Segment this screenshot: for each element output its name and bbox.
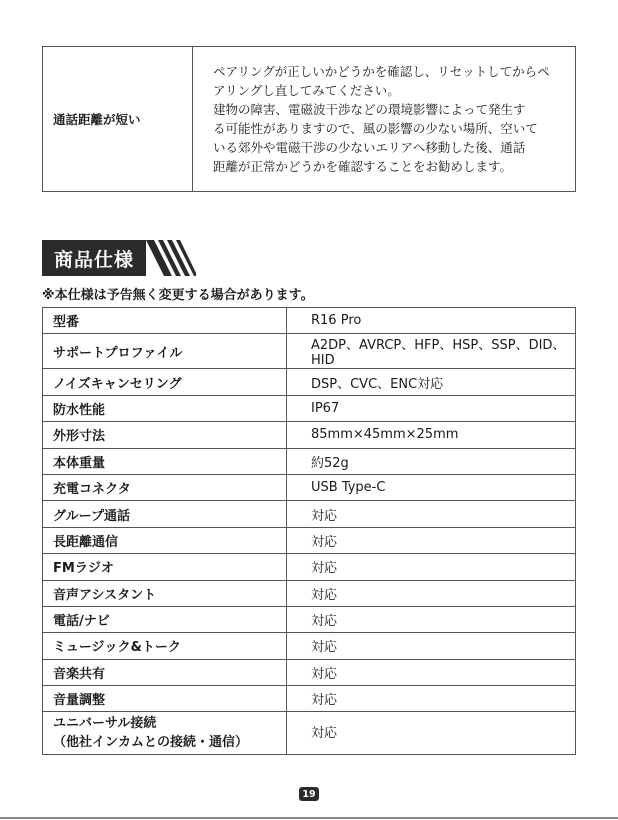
- spec-name: 本体重量: [43, 448, 287, 474]
- spec-value: A2DP、AVRCP、HFP、HSP、SSP、DID、HID: [287, 334, 576, 369]
- spec-name-line: （他社インカムとの接続・通信）: [53, 735, 249, 751]
- table-row: [43, 686, 576, 712]
- spec-name: サポートプロファイル: [43, 334, 287, 369]
- spec-value: 対応: [287, 554, 576, 580]
- spec-name-line: ユニバーサル接続: [53, 716, 157, 732]
- spec-value: 対応: [287, 606, 576, 632]
- spec-name: 音声アシスタント: [43, 580, 287, 606]
- spec-value: 約52g: [287, 448, 576, 474]
- table-row: [43, 501, 576, 527]
- spec-value: 対応: [287, 633, 576, 659]
- remedy-line: る可能性がありますので、風の影響の少ない場所、空いて: [213, 121, 538, 136]
- table-row: [43, 308, 576, 334]
- remedy-line: アリングし直してみてください。: [213, 83, 400, 98]
- remedy-line: いる郊外や電磁干渉の少ないエリアへ移動した後、通話: [213, 140, 526, 155]
- table-row: [43, 395, 576, 421]
- spec-name: 型番: [43, 308, 287, 334]
- table-row: [43, 369, 576, 395]
- spec-value: 対応: [287, 712, 576, 755]
- spec-value: 85mm×45mm×25mm: [287, 422, 576, 448]
- spec-name: ノイズキャンセリング: [43, 369, 287, 395]
- spec-name: 防水性能: [43, 395, 287, 421]
- table-row: [43, 580, 576, 606]
- spec-value: 対応: [287, 659, 576, 685]
- table-row: [43, 554, 576, 580]
- page-number: 19: [299, 787, 319, 801]
- table-row: [43, 334, 576, 369]
- remedy-line: 距離が正常かどうかを確認することをお勧めします。: [213, 159, 513, 174]
- table-row: [43, 47, 576, 192]
- spec-name: [43, 712, 287, 755]
- spec-value: 対応: [287, 686, 576, 712]
- spec-value: R16 Pro: [287, 308, 576, 334]
- spec-name: FMラジオ: [43, 554, 287, 580]
- spec-name: 音量調整: [43, 686, 287, 712]
- table-row: [43, 606, 576, 632]
- table-row: [43, 659, 576, 685]
- table-row: [43, 527, 576, 553]
- spec-table: [42, 307, 576, 755]
- table-row: [43, 712, 576, 755]
- spec-value: 対応: [287, 501, 576, 527]
- bottom-rule: [0, 817, 618, 819]
- spec-value: IP67: [287, 395, 576, 421]
- spec-name: 長距離通信: [43, 527, 287, 553]
- section-heading: [42, 240, 196, 276]
- spec-name: 電話/ナビ: [43, 606, 287, 632]
- spec-name: ミュージック&トーク: [43, 633, 287, 659]
- spec-name: 音楽共有: [43, 659, 287, 685]
- spec-value: DSP、CVC、ENC対応: [287, 369, 576, 395]
- spec-value: 対応: [287, 527, 576, 553]
- remedy-line: ペアリングが正しいかどうかを確認し、リセットしてからペ: [213, 64, 550, 79]
- troubleshooting-table: [42, 46, 576, 192]
- section-title: 商品仕様: [42, 240, 146, 276]
- table-row: [43, 422, 576, 448]
- remedy-line: 建物の障害、電磁波干渉などの環境影響によって発生す: [213, 102, 526, 117]
- spec-notice: ※本仕様は予告無く変更する場合があります。: [42, 288, 314, 303]
- table-row: [43, 474, 576, 500]
- spec-name: 外形寸法: [43, 422, 287, 448]
- table-row: [43, 633, 576, 659]
- spec-value: USB Type-C: [287, 474, 576, 500]
- spec-name: グループ通話: [43, 501, 287, 527]
- spec-value: 対応: [287, 580, 576, 606]
- heading-stripes-icon: [146, 240, 196, 276]
- table-row: [43, 448, 576, 474]
- spec-name: 充電コネクタ: [43, 474, 287, 500]
- remedy-cell: [193, 47, 576, 192]
- symptom-cell: 通話距離が短い: [43, 47, 193, 192]
